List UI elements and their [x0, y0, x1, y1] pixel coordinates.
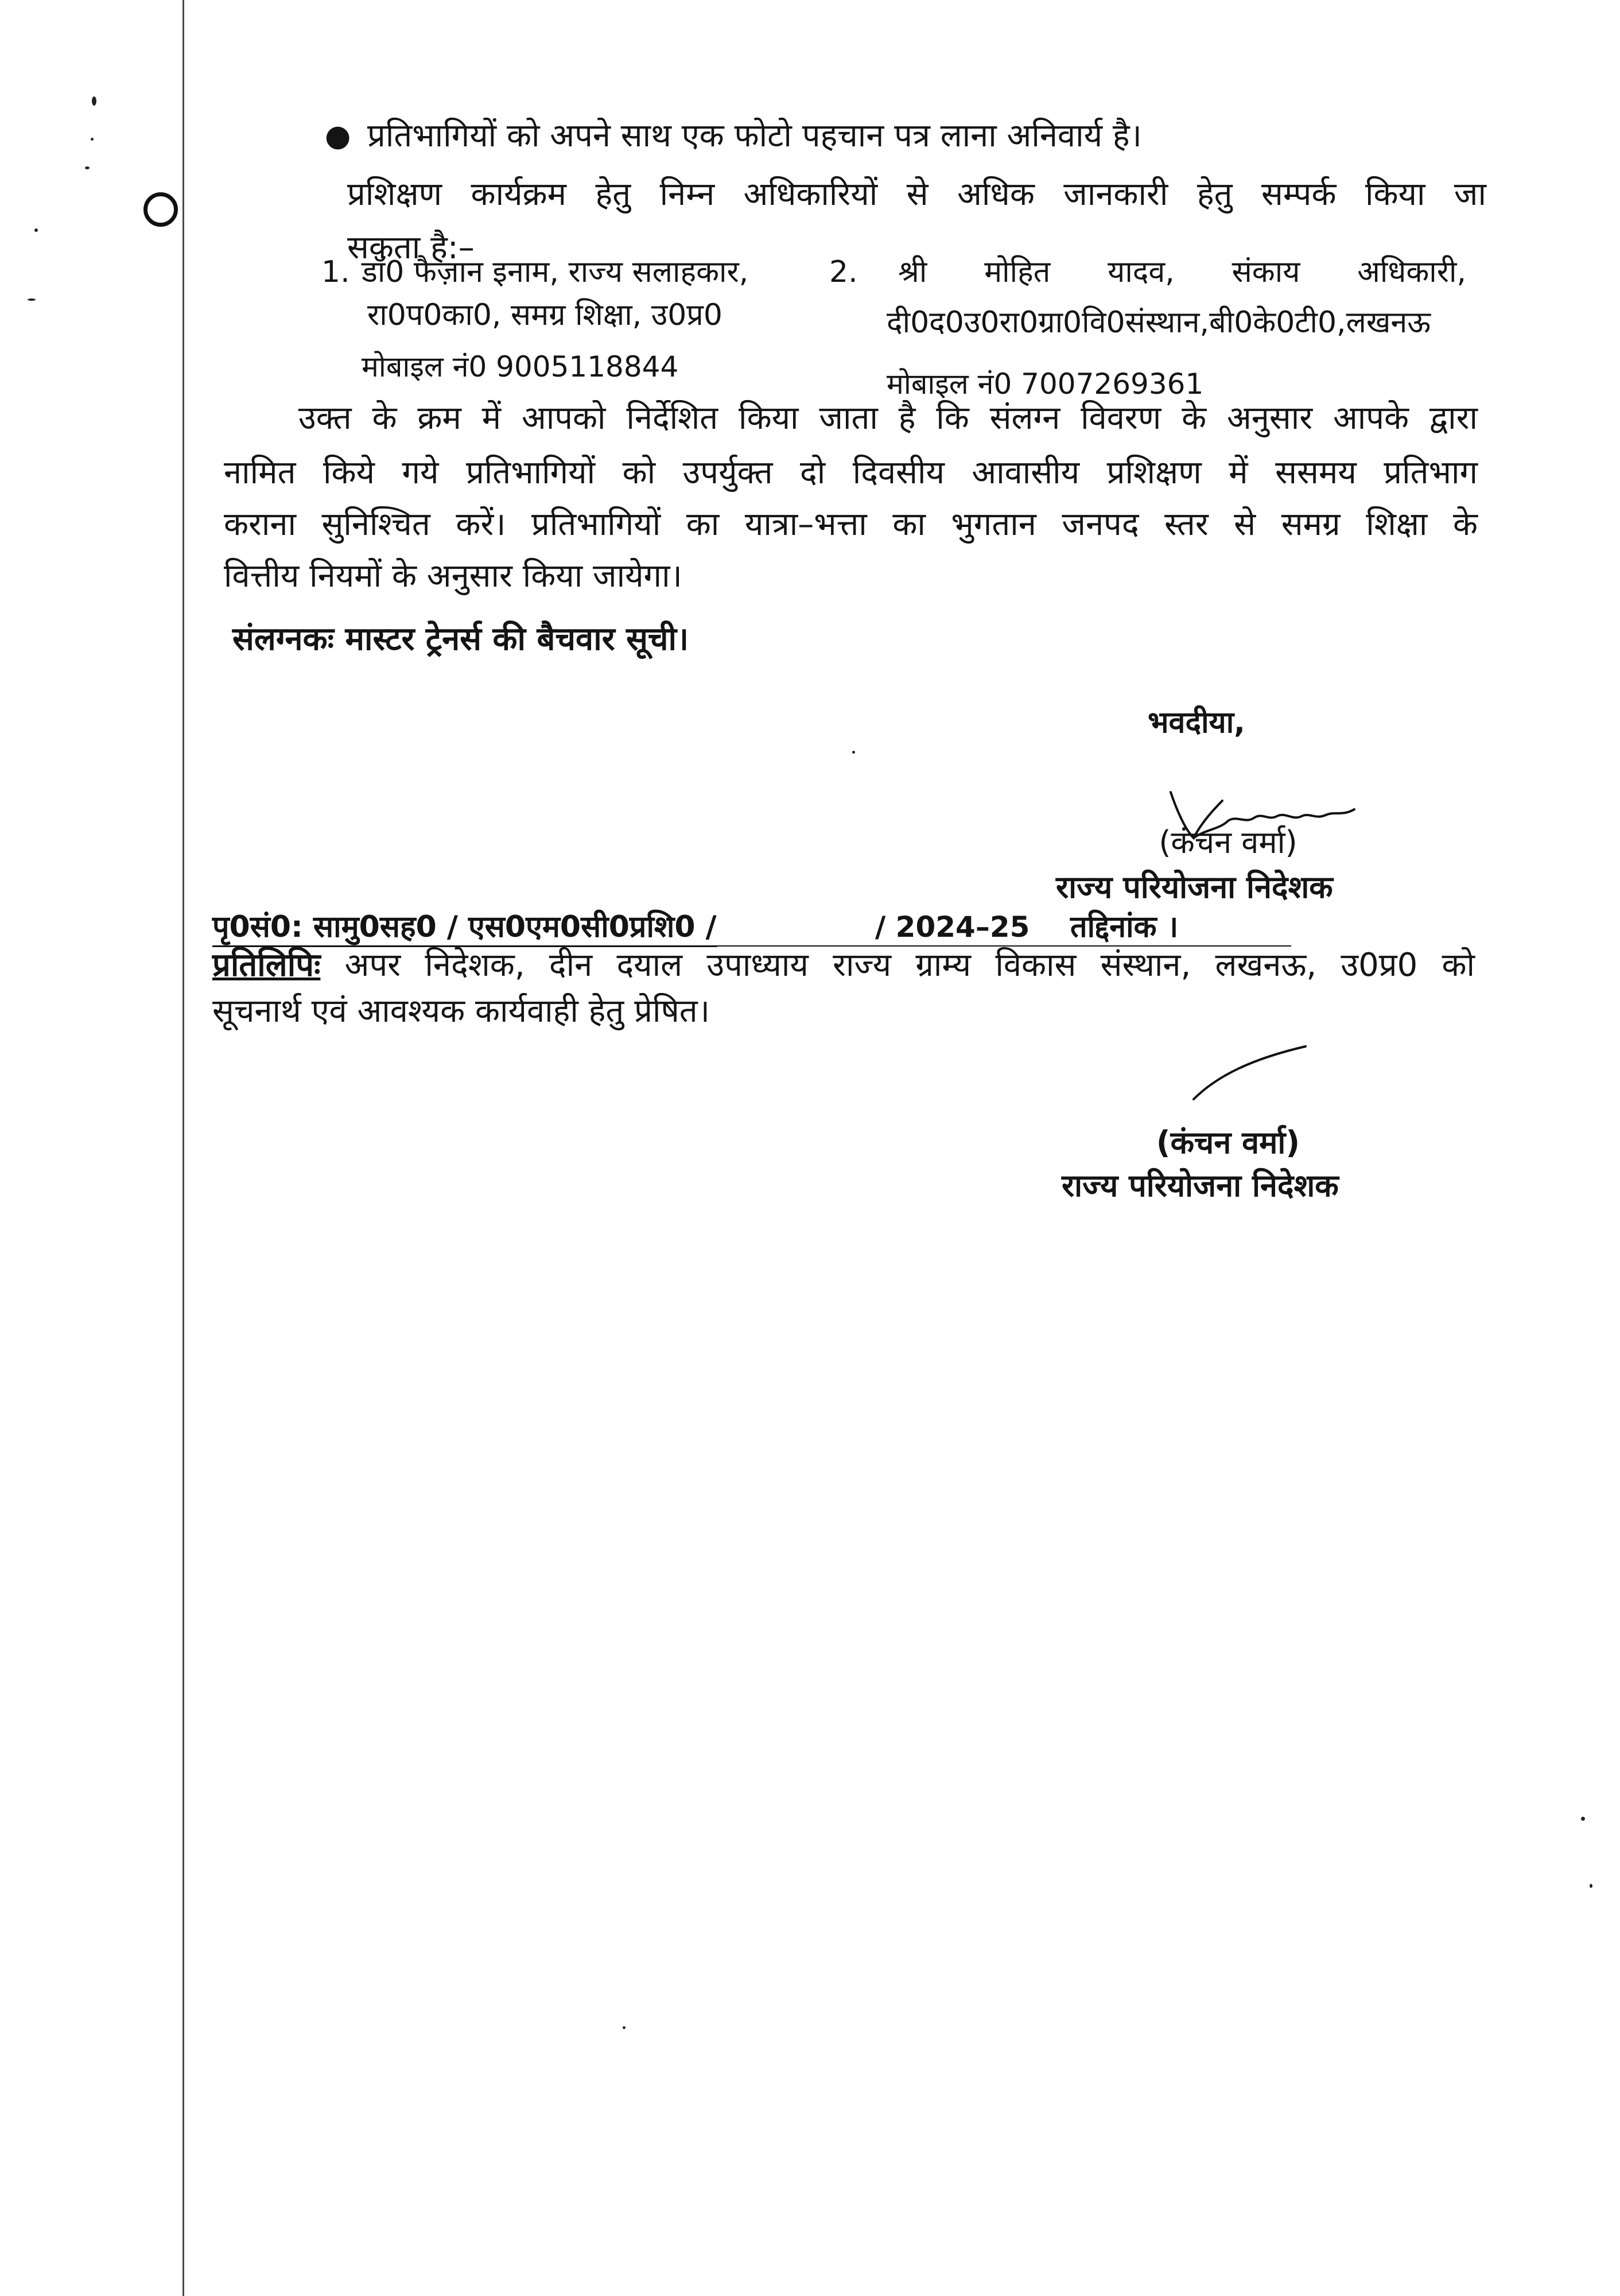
scan-speck	[852, 751, 855, 754]
reference-year: / 2024–25	[875, 910, 1030, 944]
signatory-name	[1142, 822, 1314, 863]
copy-signatory-name	[1142, 1122, 1314, 1163]
contact-2-org: दी0द0उ0रा0ग्रा0वि0संस्थान,बी0के0टी0,लखनऊ	[887, 305, 1431, 340]
contact-2-name: श्री मोहित यादव, संकाय अधिकारी,	[898, 255, 1466, 289]
left-margin-line	[182, 0, 184, 2296]
contact-1-mobile: मोबाइल नं0 9005118844	[362, 350, 679, 383]
signatory-title: राज्य परियोजना निदेशक	[1056, 869, 1333, 905]
bullet-text: प्रतिभागियों को अपने साथ एक फोटो पहचान पत्र लाना अनिवार्य है।	[367, 117, 1142, 154]
scan-speck	[1581, 1817, 1585, 1821]
contact-1-name: डॉ0 फैज़ान इनाम, राज्य सलाहकार,	[362, 255, 749, 289]
copy-signatory-title: राज्य परियोजना निदेशक	[1062, 1168, 1339, 1204]
closing-salutation: भवदीया,	[1148, 705, 1245, 740]
contact-intro-line2: सकता है:–	[347, 229, 475, 266]
scan-speck	[28, 298, 36, 301]
scan-speck	[92, 96, 96, 106]
direction-line-4: वित्तीय नियमों के अनुसार किया जायेगा।	[224, 557, 682, 595]
contact-2-mobile: मोबाइल नं0 7007269361	[887, 367, 1204, 401]
contact-number-1: 1.	[321, 255, 350, 289]
direction-line-1: उक्त के क्रम में आपको निर्देशित किया जाता है कि संलग्न विवरण के अनुसार आपके द्वारा	[298, 400, 1478, 437]
bullet-icon: ●	[325, 119, 351, 153]
copy-to-line-2: सूचनार्थ एवं आवश्यक कार्यवाही हेतु प्रेषित।	[212, 992, 710, 1030]
scan-speck	[34, 228, 38, 232]
direction-line-2: नामित किये गये प्रतिभागियों को उपर्युक्त दो दिवसीय आवासीय प्रशिक्षण में ससमय प्रतिभाग	[224, 454, 1478, 491]
copy-signatory-name-text: (कंचन वर्मा)	[1156, 1124, 1300, 1161]
reference-number: पृ0सं0: सामु0सह0 / एस0एम0सी0प्रशि0 /	[212, 910, 717, 944]
signatory-name-text: (कंचन वर्मा)	[1159, 824, 1297, 860]
enclosure-note: संलग्नकः मास्टर ट्रेनर्स की बैचवार सूची।	[232, 620, 689, 658]
contact-1-org: रा0प0का0, समग्र शिक्षा, उ0प्र0	[367, 298, 722, 332]
contact-intro-line1: प्रशिक्षण कार्यक्रम हेतु निम्न अधिकारियों से अधिक जानकारी हेतु सम्पर्क किया जा	[347, 176, 1486, 213]
contact-number-2: 2.	[829, 255, 858, 289]
direction-line-3: कराना सुनिश्चित करें। प्रतिभागियों का यात्रा–भत्ता का भुगतान जनपद स्तर से समग्र शिक्षा के	[224, 506, 1478, 543]
scan-speck	[623, 2026, 626, 2029]
initial-signature-image	[1188, 1042, 1314, 1105]
scan-speck	[1590, 1884, 1592, 1888]
scan-speck	[91, 138, 94, 141]
punch-hole	[143, 192, 178, 227]
copy-to-text: अपर निदेशक, दीन दयाल उपाध्याय राज्य ग्राम्य विकास संस्थान, लखनऊ, उ0प्र0 को	[344, 947, 1475, 984]
scan-speck	[85, 166, 90, 169]
copy-to-label: प्रतिलिपिः	[212, 947, 321, 984]
reference-date: तद्दिनांक ।	[1070, 910, 1179, 944]
